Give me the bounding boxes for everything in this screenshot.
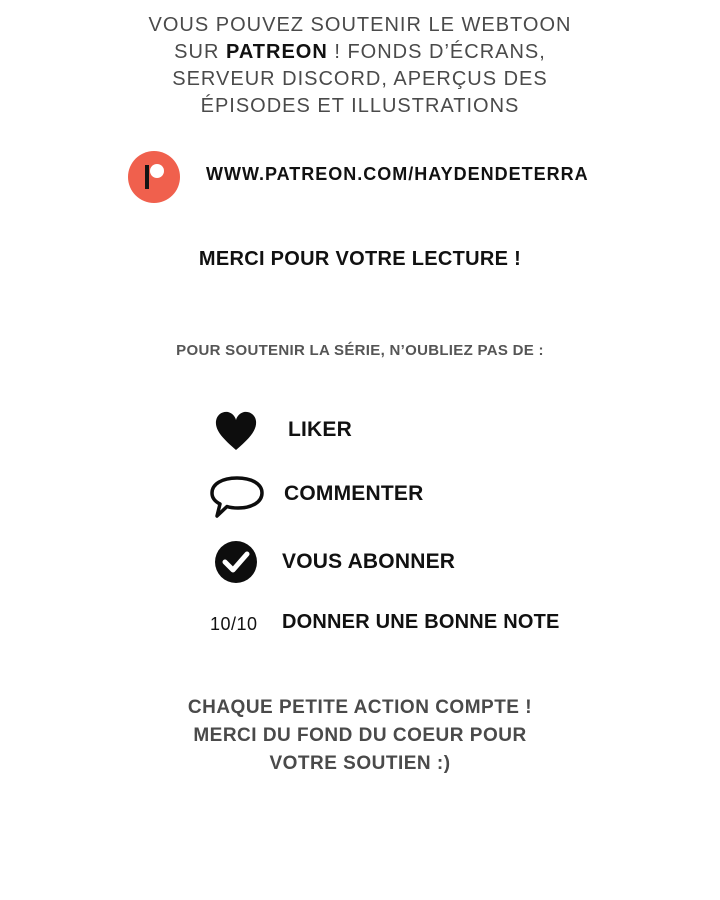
intro-line-4: ÉPISODES ET ILLUSTRATIONS — [200, 95, 520, 117]
patreon-intro-text — [0, 12, 720, 120]
action-comment — [208, 472, 508, 520]
like-label: LIKER — [288, 418, 352, 441]
patreon-url-link[interactable]: WWW.PATREON.COM/HAYDENDETERRA — [206, 164, 589, 184]
intro-line-2-suffix: ! FONDS D’ÉCRANS, — [327, 41, 546, 63]
patreon-logo-bar — [145, 165, 149, 189]
speech-bubble-icon — [208, 472, 266, 527]
comment-label: COMMENTER — [284, 482, 424, 505]
rating-value: 10/10 — [210, 614, 258, 634]
intro-line-2 — [0, 39, 720, 66]
rate-label: DONNER UNE BONNE NOTE — [282, 611, 560, 633]
intro-line-2-prefix: SUR — [174, 41, 226, 63]
patreon-link-row[interactable] — [120, 148, 589, 206]
action-rate — [210, 610, 570, 658]
intro-line-1: VOUS POUVEZ SOUTENIR LE WEBTOON — [148, 14, 572, 36]
action-subscribe — [212, 538, 512, 586]
patreon-logo-dot — [150, 164, 164, 178]
patreon-logo-icon[interactable] — [128, 151, 180, 203]
support-intro-text: POUR SOUTENIR LA SÉRIE, N’OUBLIEZ PAS DE : — [176, 342, 544, 359]
subscribe-label: VOUS ABONNER — [282, 550, 456, 573]
check-circle-icon — [212, 538, 260, 591]
heart-icon — [212, 408, 260, 459]
outro-line-2: MERCI DU FOND DU COEUR POUR — [193, 725, 527, 746]
outro-line-1: CHAQUE PETITE ACTION COMPTE ! — [187, 697, 533, 718]
action-like — [212, 408, 512, 456]
outro-line-3: VOTRE SOUTIEN :) — [269, 753, 451, 774]
thanks-heading: MERCI POUR VOTRE LECTURE ! — [198, 248, 522, 270]
patreon-brand-name: PATREON — [225, 41, 328, 63]
outro-text — [0, 694, 720, 778]
intro-line-3: SERVEUR DISCORD, APERÇUS DES — [172, 68, 548, 90]
